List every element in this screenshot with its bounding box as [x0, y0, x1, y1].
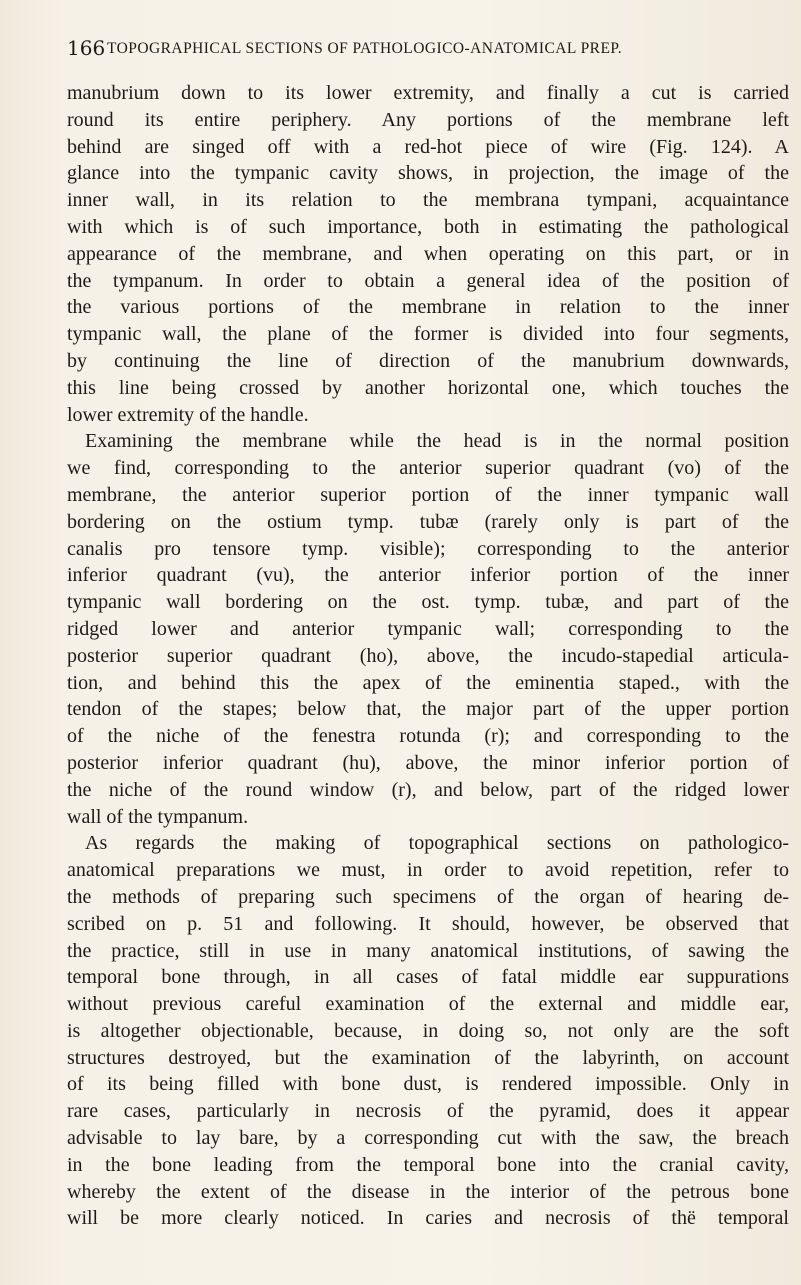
- text-line: by continuing the line of direction of the manubrium downwards,: [67, 349, 789, 372]
- text-line: inner wall, in its relation to the membrana tympani, acquaintance: [67, 189, 789, 212]
- text-line: the practice, still in use in many anatomical institutions, of sawing the: [67, 939, 789, 962]
- text-line: is altogether objectionable, because, in doing so, not only are the soft: [67, 1019, 789, 1042]
- text-line: the various portions of the membrane in relation to the inner: [67, 296, 789, 319]
- text-line: canalis pro tensore tymp. visible); corresponding to the anterior: [67, 537, 789, 560]
- text-line: lower extremity of the handle.: [67, 403, 309, 426]
- text-line: behind are singed off with a red-hot piece of wire (Fig. 124). A: [67, 135, 789, 158]
- text-line: inferior quadrant (vu), the anterior inferior portion of the inner: [67, 564, 789, 587]
- text-line: membrane, the anterior superior portion of the inner tympanic wall: [67, 483, 789, 506]
- text-line: round its entire periphery. Any portions of the membrane left: [67, 108, 789, 131]
- text-line: tion, and behind this the apex of the eminentia staped., with the: [67, 671, 789, 694]
- text-line: posterior superior quadrant (ho), above, the incudo-stapedial articula-: [67, 644, 789, 667]
- body-text: [67, 80, 789, 1232]
- text-line: this line being crossed by another horizontal one, which touches the: [67, 376, 789, 399]
- text-line: tympanic wall bordering on the ost. tymp. tubæ, and part of the: [67, 591, 789, 614]
- text-line: will be more clearly noticed. In caries and necrosis of thë temporal: [67, 1207, 789, 1230]
- text-line: of the niche of the fenestra rotunda (r); and corresponding to the: [67, 725, 789, 748]
- text-line: bordering on the ostium tymp. tubæ (rarely only is part of the: [67, 510, 789, 533]
- text-line: As regards the making of topographical sections on pathologico-: [85, 832, 789, 855]
- page-header: [67, 36, 787, 60]
- text-line: with which is of such importance, both in estimating the pathological: [67, 215, 789, 238]
- text-line: temporal bone through, in all cases of fatal middle ear suppurations: [67, 966, 789, 989]
- text-line: scribed on p. 51 and following. It should, however, be observed that: [67, 912, 789, 935]
- text-line: we find, corresponding to the anterior superior quadrant (vo) of the: [67, 457, 789, 480]
- text-line: the niche of the round window (r), and below, part of the ridged lower: [67, 778, 789, 801]
- text-line: whereby the extent of the disease in the interior of the petrous bone: [67, 1180, 789, 1203]
- page-number: 166: [67, 36, 106, 60]
- text-line: tendon of the stapes; below that, the major part of the upper portion: [67, 698, 789, 721]
- text-line: the methods of preparing such specimens of the organ of hearing de-: [67, 885, 789, 908]
- text-line: tympanic wall, the plane of the former is divided into four segments,: [67, 323, 789, 346]
- text-line: anatomical preparations we must, in order to avoid repetition, refer to: [67, 859, 789, 882]
- text-line: of its being filled with bone dust, is rendered impossible. Only in: [67, 1073, 789, 1096]
- text-line: the tympanum. In order to obtain a general idea of the position of: [67, 269, 789, 292]
- text-line: Examining the membrane while the head is in the normal position: [85, 430, 789, 453]
- text-line: glance into the tympanic cavity shows, in projection, the image of the: [67, 162, 789, 185]
- text-line: rare cases, particularly in necrosis of the pyramid, does it appear: [67, 1100, 789, 1123]
- text-line: appearance of the membrane, and when operating on this part, or in: [67, 242, 789, 265]
- text-line: advisable to lay bare, by a corresponding cut with the saw, the breach: [67, 1127, 789, 1150]
- text-line: wall of the tympanum.: [67, 805, 249, 828]
- text-line: without previous careful examination of the external and middle ear,: [67, 993, 789, 1016]
- text-line: manubrium down to its lower extremity, and finally a cut is carried: [67, 82, 789, 104]
- text-line: ridged lower and anterior tympanic wall; corresponding to the: [67, 617, 789, 640]
- text-line: structures destroyed, but the examination of the labyrinth, on account: [67, 1046, 789, 1069]
- text-line: in the bone leading from the temporal bone into the cranial cavity,: [67, 1153, 789, 1176]
- running-head: TOPOGRAPHICAL SECTIONS OF PATHOLOGICO-ANATOMICAL PREP.: [107, 40, 623, 57]
- text-line: posterior inferior quadrant (hu), above, the minor inferior portion of: [67, 751, 789, 774]
